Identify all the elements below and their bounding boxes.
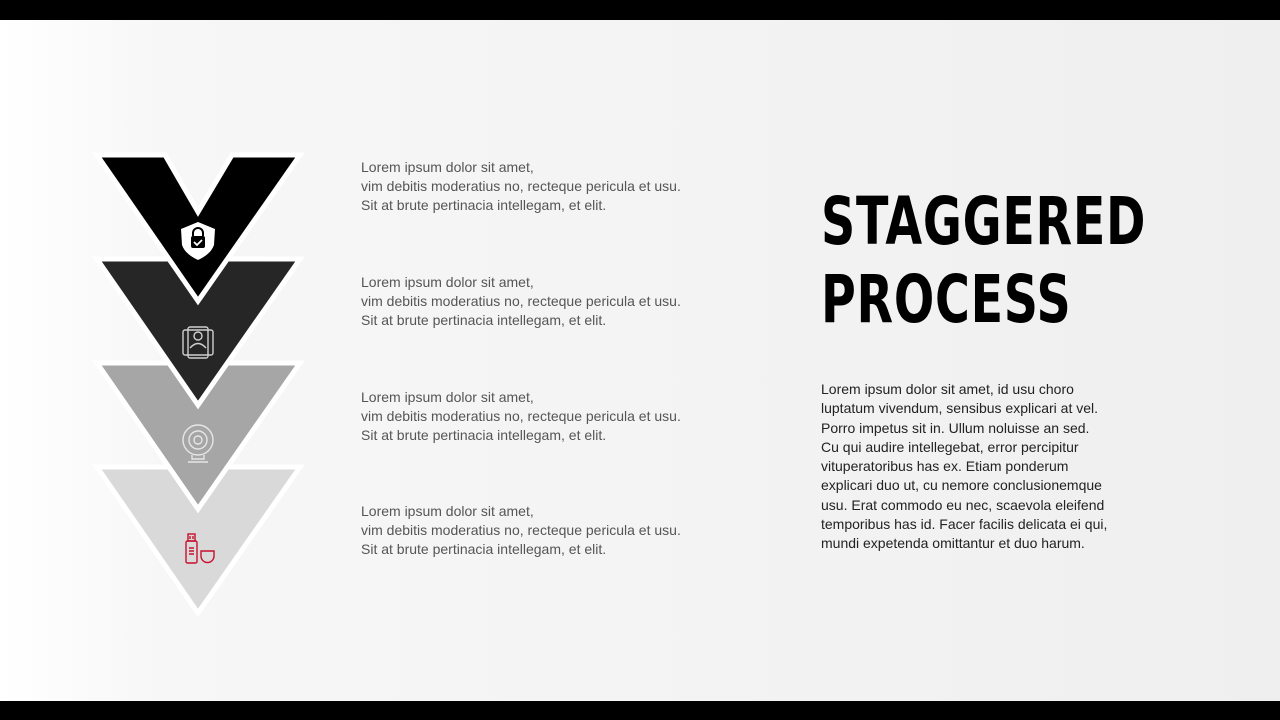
step-4-line-3: Sit at brute pertinacia intellegam, et elit. xyxy=(361,541,607,557)
step-4-line-1: Lorem ipsum dolor sit amet, xyxy=(361,503,534,519)
step-2-description xyxy=(361,273,761,330)
body-line-6: explicari duo ut, cu nemore conclusionemque xyxy=(821,477,1102,494)
body-line-7: usu. Erat commodo eu nec, scaevola eleifend xyxy=(821,496,1105,513)
step-3-line-2: vim debitis moderatius no, recteque pericula et usu. xyxy=(361,408,681,424)
body-line-8: temporibus has id. Facer facilis delicata ei qui, xyxy=(821,516,1108,533)
step-2-line-3: Sit at brute pertinacia intellegam, et elit. xyxy=(361,312,607,328)
body-line-9: mundi expetenda omittantur et duo harum. xyxy=(821,535,1085,552)
body-line-4: Cu qui audire intellegebat, error percipitur xyxy=(821,438,1079,455)
body-paragraph xyxy=(821,380,1141,554)
bottom-letterbox-bar xyxy=(0,701,1280,720)
step-3-description xyxy=(361,388,761,445)
step-4-line-2: vim debitis moderatius no, recteque pericula et usu. xyxy=(361,522,681,538)
slide-title xyxy=(821,183,1146,339)
step-1-description xyxy=(361,158,761,215)
slide-title-line-1: STAGGERED xyxy=(821,183,1147,260)
slide-title-line-2: PROCESS xyxy=(821,261,1072,338)
step-2-line-1: Lorem ipsum dolor sit amet, xyxy=(361,274,534,290)
body-line-2: luptatum vivendum, sensibus explicari at vel. xyxy=(821,400,1099,417)
body-line-1: Lorem ipsum dolor sit amet, id usu choro xyxy=(821,381,1074,397)
body-line-5: vituperatoribus has ex. Etiam ponderum xyxy=(821,458,1069,475)
step-2-line-2: vim debitis moderatius no, recteque pericula et usu. xyxy=(361,293,681,309)
step-1-line-1: Lorem ipsum dolor sit amet, xyxy=(361,159,534,175)
step-3-line-3: Sit at brute pertinacia intellegam, et elit. xyxy=(361,427,607,443)
step-4-description xyxy=(361,502,761,559)
step-1-line-3: Sit at brute pertinacia intellegam, et elit. xyxy=(361,197,607,213)
step-3-line-1: Lorem ipsum dolor sit amet, xyxy=(361,389,534,405)
body-line-3: Porro impetus sit in. Ullum noluisse an sed. xyxy=(821,419,1090,436)
step-1-line-2: vim debitis moderatius no, recteque pericula et usu. xyxy=(361,178,681,194)
